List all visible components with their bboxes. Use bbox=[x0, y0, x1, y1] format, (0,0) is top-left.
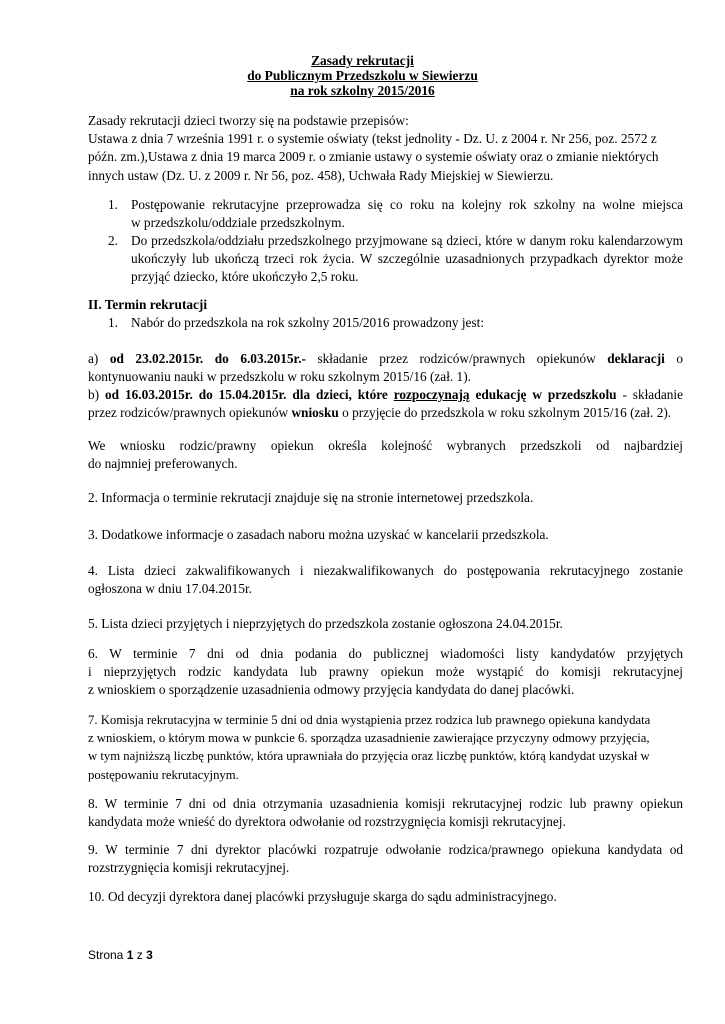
paragraph-9: 9. W terminie 7 dni dyrektor placówki rozpatruje odwołanie rodzica/prawnego opiekuna kandydata od rozstrzygnięcia komisji rekrutacyjnej. bbox=[88, 842, 683, 876]
paragraph-3: 3. Dodatkowe informacje o zasadach naboru można uzyskać w kancelarii przedszkola. bbox=[88, 527, 549, 542]
document-title-line-2: do Publicznym Przedszkolu w Siewierzu bbox=[247, 68, 478, 83]
paragraph-5: 5. Lista dzieci przyjętych i nieprzyjętych do przedszkola zostanie ogłoszona 24.04.2015r. bbox=[88, 616, 563, 631]
list-item: Do przedszkola/oddziału przedszkolnego przyjmowane są dzieci, które w danym roku kalendarzowym ukończyły lub ukończą trzeci rok życia. W szczególnie uzasadnionych przypadkach dyrektor może przyjąć dziecko, które ukończyło 2,5 roku. bbox=[131, 233, 683, 285]
intro-lead: Zasady rekrutacji dzieci tworzy się na podstawie przepisów: bbox=[88, 113, 409, 128]
intro-line-1: Ustawa z dnia 7 września 1991 r. o systemie oświaty (tekst jednolity - Dz. U. z 2004 r. Nr 256, poz. 2572 z bbox=[88, 131, 657, 147]
section-heading: II. Termin rekrutacji bbox=[88, 297, 208, 312]
list-item-number: 1. bbox=[108, 315, 118, 330]
paragraph-7: 7. Komisja rekrutacyjna w terminie 5 dni od dnia wystąpienia przez rodzica lub prawnego opiekuna kandydata z wnioskiem, o którym mowa w punkcie 6. sporządza uzasadnienie zawierające przyczyny odmowy przyjęcia, w tym najniższą liczbę punktów, która uprawniała do przyjęcia oraz liczbę punktów, którą kandydat uzyskał w postępowaniu rekrutacyjnym. bbox=[88, 713, 651, 782]
document-title-line-3: na rok szkolny 2015/2016 bbox=[290, 83, 435, 98]
page-footer: Strona 1 z 3 bbox=[88, 948, 153, 962]
paragraph-8: 8. W terminie 7 dni od dnia otrzymania uzasadnienia komisji rekrutacyjnej rodzic lub prawny opiekun kandydata może wnieść do dyrektora odwołanie od rozstrzygnięcia komisji rekrutacyjnej. bbox=[88, 796, 683, 830]
paragraph-6: 6. W terminie 7 dni od dnia podania do publicznej wiadomości listy kandydatów przyjętych i nieprzyjętych rodzic kandydata lub prawny opiekun może wystąpić do komisji rekrutacyjnej z wnioskiem o sporządzenie uzasadnienia odmowy przyjęcia kandydata do danej placówki. bbox=[88, 646, 683, 698]
intro-paragraph bbox=[88, 112, 688, 185]
intro-line-2: późn. zm.),Ustawa z dnia 19 marca 2009 r. o zmianie ustawy o systemie oświaty oraz o zmianie niektórych bbox=[88, 149, 659, 165]
paragraph-10: 10. Od decyzji dyrektora danej placówki przysługuje skarga do sądu administracyjnego. bbox=[88, 889, 557, 904]
list-item-number: 2. bbox=[108, 233, 118, 248]
order-paragraph: We wniosku rodzic/prawny opiekun określa kolejność wybranych przedszkoli od najbardziej do najmniej preferowanych. bbox=[88, 438, 683, 472]
document-title-line-1: Zasady rekrutacji bbox=[311, 53, 414, 68]
term-b: b) od 16.03.2015r. do 15.04.2015r. dla dzieci, które rozpoczynają edukację w przedszkolu - składanie przez rodziców/prawnych opiekunów wniosku o przyjęcie do przedszkola w roku szkolnym 2015/16 (zał. 2). bbox=[88, 387, 684, 421]
intro-line-3: innych ustaw (Dz. U. z 2009 r. Nr 56, poz. 458), Uchwała Rady Miejskiej w Siewierzu. bbox=[88, 167, 554, 183]
term-a: a) od 23.02.2015r. do 6.03.2015r.- składanie przez rodziców/prawnych opiekunów deklaracji o kontynuowaniu nauki w przedszkolu w roku szkolnym 2015/16 (zał. 1). bbox=[88, 351, 683, 385]
list-item-number: 1. bbox=[108, 197, 118, 212]
paragraph-2: 2. Informacja o terminie rekrutacji znajduje się na stronie internetowej przedszkola. bbox=[88, 490, 534, 505]
paragraph-4: 4. Lista dzieci zakwalifikowanych i niezakwalifikowanych do postępowania rekrutacyjnego zostanie ogłoszona w dniu 17.04.2015r. bbox=[88, 563, 683, 597]
list-item: Postępowanie rekrutacyjne przeprowadza się co roku na kolejny rok szkolny na wolne miejsca w przedszkolu/oddziale przedszkolnym. bbox=[131, 197, 683, 231]
section-item: Nabór do przedszkola na rok szkolny 2015/2016 prowadzony jest: bbox=[131, 315, 485, 330]
